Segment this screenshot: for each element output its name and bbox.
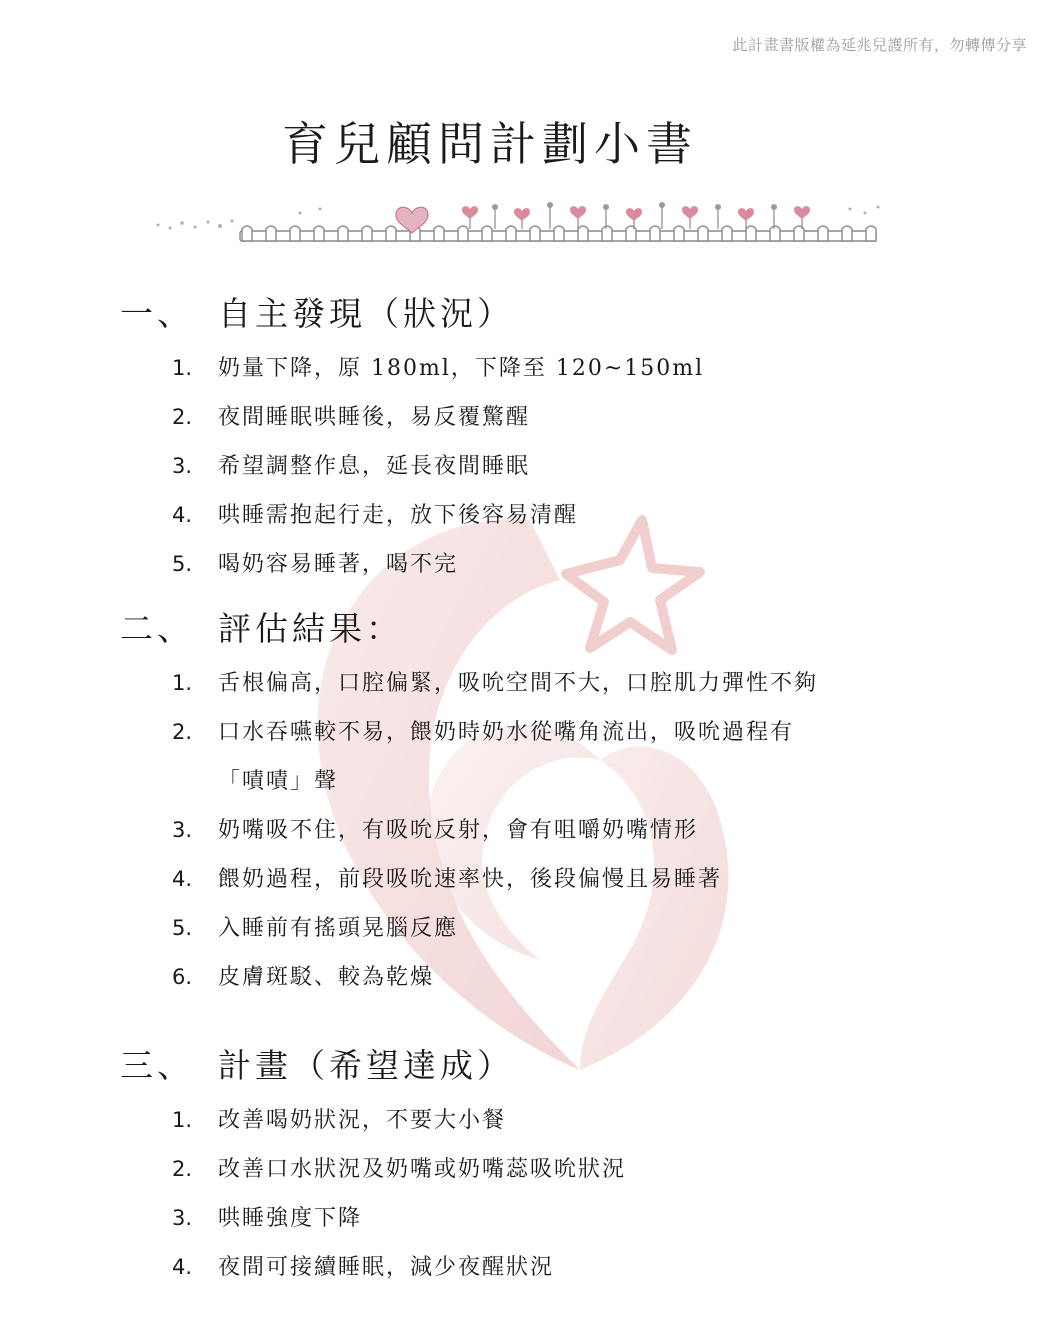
section-title: 自主發現（狀況） bbox=[218, 294, 514, 333]
list-item bbox=[172, 904, 818, 953]
copyright-notice: 此計畫書版權為延兆兒護所有，勿轉傳分享 bbox=[732, 36, 1027, 54]
item-number: 6. bbox=[172, 965, 193, 989]
item-number: 2. bbox=[172, 720, 193, 744]
section-assessment bbox=[120, 603, 818, 1002]
item-text: 改善口水狀況及奶嘴或奶嘴蕊吸吮狀況 bbox=[218, 1157, 627, 1182]
item-text: 「嘖嘖」聲 bbox=[218, 769, 339, 794]
item-text: 入睡前有搖頭晃腦反應 bbox=[218, 916, 459, 941]
list-item bbox=[172, 953, 818, 1002]
item-text: 舌根偏高，口腔偏緊，吸吮空間不大，口腔肌力彈性不夠 bbox=[218, 671, 819, 696]
item-text: 希望調整作息，延長夜間睡眠 bbox=[218, 454, 531, 479]
item-text: 夜間睡眠哄睡後，易反覆驚醒 bbox=[218, 405, 531, 430]
item-text: 喝奶容易睡著，喝不完 bbox=[218, 552, 459, 577]
list-item bbox=[172, 344, 704, 393]
flower-fence-divider-icon bbox=[150, 195, 890, 251]
list-item bbox=[172, 442, 704, 491]
item-text: 奶量下降，原 180ml，下降至 120~150ml bbox=[218, 356, 705, 381]
list-item bbox=[172, 1096, 626, 1145]
section-title: 評估結果： bbox=[218, 609, 403, 648]
list-item bbox=[172, 1145, 626, 1194]
item-text: 哄睡需抱起行走，放下後容易清醒 bbox=[218, 503, 579, 528]
list-item bbox=[172, 393, 704, 442]
item-number: 4. bbox=[172, 503, 193, 527]
item-number: 5. bbox=[172, 916, 193, 940]
section-number: 一、 bbox=[120, 294, 194, 333]
list-item bbox=[172, 540, 704, 589]
list-item-continuation bbox=[172, 757, 818, 806]
section-number: 三、 bbox=[120, 1046, 194, 1085]
item-number: 3. bbox=[172, 1206, 193, 1230]
list-item bbox=[172, 491, 704, 540]
list-item bbox=[172, 855, 818, 904]
item-text: 口水吞嚥較不易，餵奶時奶水從嘴角流出，吸吮過程有 bbox=[218, 720, 795, 745]
section-heading bbox=[120, 288, 704, 338]
list-item bbox=[172, 659, 818, 708]
item-number: 2. bbox=[172, 405, 193, 429]
item-text: 皮膚斑駁、較為乾燥 bbox=[218, 965, 435, 990]
section-heading bbox=[120, 1040, 626, 1090]
section-plan bbox=[120, 1040, 626, 1292]
list-item bbox=[172, 1243, 626, 1292]
section-findings bbox=[120, 288, 704, 589]
section-title: 計畫（希望達成） bbox=[218, 1046, 514, 1085]
item-number: 2. bbox=[172, 1157, 193, 1181]
item-number: 1. bbox=[172, 356, 193, 380]
item-text: 奶嘴吸不住，有吸吮反射，會有咀嚼奶嘴情形 bbox=[218, 818, 699, 843]
item-number: 5. bbox=[172, 552, 193, 576]
item-text: 哄睡強度下降 bbox=[218, 1206, 363, 1231]
list-item bbox=[172, 806, 818, 855]
item-number: 3. bbox=[172, 454, 193, 478]
item-text: 餵奶過程，前段吸吮速率快，後段偏慢且易睡著 bbox=[218, 867, 723, 892]
item-number: 1. bbox=[172, 1108, 193, 1132]
list-item bbox=[172, 1194, 626, 1243]
item-text: 夜間可接續睡眠，減少夜醒狀況 bbox=[218, 1255, 555, 1280]
page-title: 育兒顧問計劃小書 bbox=[282, 117, 698, 171]
item-number: 3. bbox=[172, 818, 193, 842]
item-number: 1. bbox=[172, 671, 193, 695]
item-number: 4. bbox=[172, 1255, 193, 1279]
section-number: 二、 bbox=[120, 609, 194, 648]
item-number: 4. bbox=[172, 867, 193, 891]
item-text: 改善喝奶狀況，不要大小餐 bbox=[218, 1108, 507, 1133]
section-heading bbox=[120, 603, 818, 653]
list-item bbox=[172, 708, 818, 757]
